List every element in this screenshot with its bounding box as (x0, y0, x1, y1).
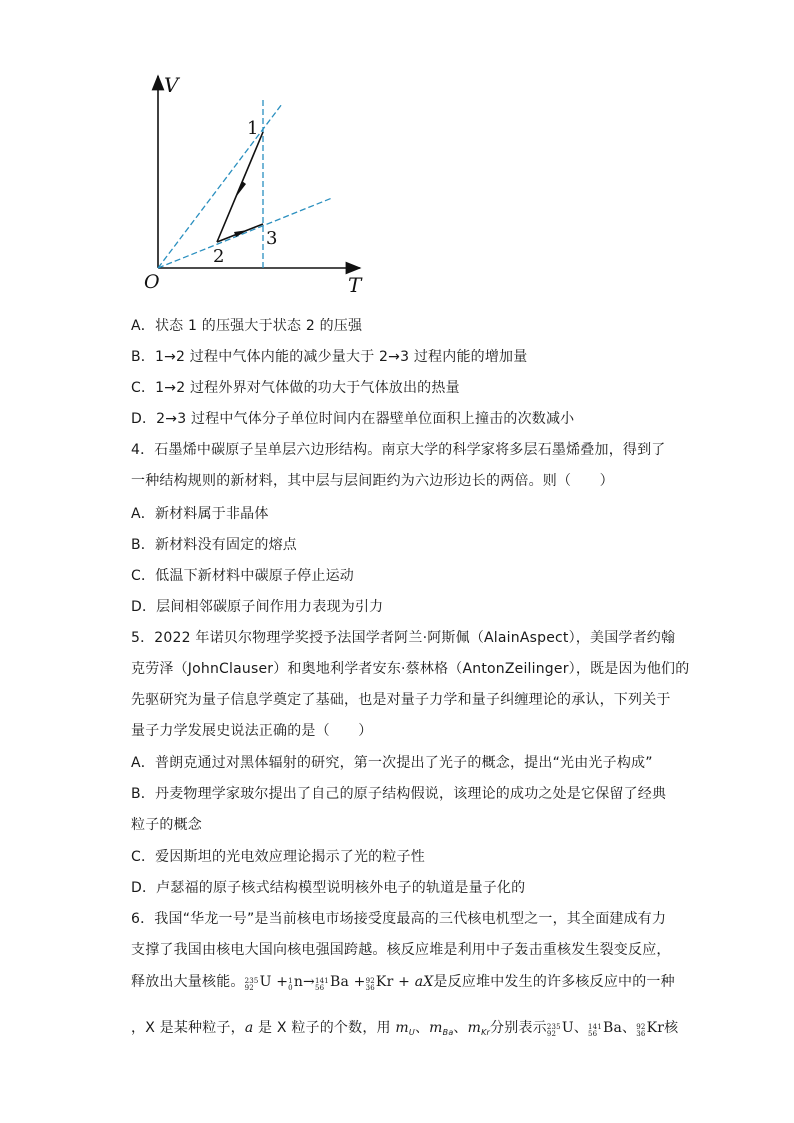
question-5-line-2: 克劳泽（JohnClauser）和奥地利学者安东·蔡林格（AntonZeilinger），既是因为他们的 (131, 661, 690, 677)
sep-1: 、 (414, 1020, 430, 1036)
question-4-line-2: 一种结构规则的新材料，其中层与层间距约为六边形边长的两倍。则（ ） (131, 473, 614, 489)
q6-line4-pre: ，X 是某种粒子， (131, 1020, 245, 1036)
option-a-q5: A．普朗克通过对黑体辐射的研究，第一次提出了光子的概念，提出“光由光子构成” (131, 755, 653, 771)
reaction-arrow: → (303, 974, 315, 990)
plus-1: + (271, 974, 289, 990)
question-5-line-4: 量子力学发展史说法正确的是（ ） (131, 723, 373, 739)
option-b-q5-line-1: B．丹麦物理学家玻尔提出了自己的原子结构假说，该理论的成功之处是它保留了经典 (131, 786, 667, 802)
origin-label: O (144, 271, 160, 293)
q6-line4-mid2: 分别表示 (490, 1020, 547, 1036)
n-mass: 1 (288, 977, 293, 985)
u-symbol: U (259, 974, 272, 990)
state-3-label: 3 (266, 228, 278, 249)
v-t-diagram (130, 68, 380, 298)
arrow-2-3-icon (234, 230, 248, 237)
kr-mass: 92 (365, 977, 375, 985)
option-d-q5: D．卢瑟福的原子核式结构模型说明核外电子的轨道是量子化的 (131, 880, 526, 896)
kr-symbol: Kr (375, 974, 394, 990)
n-symbol: n (293, 974, 304, 990)
plus-3: + (393, 974, 415, 990)
kr-mass-2: 92 (636, 1023, 646, 1031)
question-4-line-1: 4．石墨烯中碳原子呈单层六边形结构。南京大学的科学家将多层石墨烯叠加，得到了 (131, 442, 666, 458)
m-ba: m (429, 1020, 443, 1036)
option-c-q4: C．低温下新材料中碳原子停止运动 (131, 568, 354, 584)
a-variable: a (244, 1020, 254, 1036)
v-axis-label: V (164, 73, 179, 97)
ba-charge-2: 56 (588, 1030, 598, 1038)
m-u: m (395, 1020, 409, 1036)
m-ba-sub: Ba (442, 1028, 454, 1037)
u-symbol-2: U (561, 1020, 574, 1036)
kr-charge-2: 36 (636, 1030, 646, 1038)
ba-mass: 141 (314, 977, 329, 985)
option-d-q3: D．2→3 过程中气体分子单位时间内在器壁单位面积上撞击的次数减小 (131, 411, 575, 427)
q6-line3-post: 是反应堆中发生的许多核反应中的一种 (433, 974, 675, 990)
m-u-sub: U (408, 1028, 415, 1037)
ba-symbol: Ba (329, 974, 349, 990)
u-charge-2: 92 (546, 1030, 557, 1038)
option-a-q3: A．状态 1 的压强大于状态 2 的压强 (131, 318, 363, 334)
option-d-q4: D．层间相邻碳原子间作用力表现为引力 (131, 599, 384, 615)
m-kr: m (467, 1020, 482, 1036)
option-c-q5: C．爱因斯坦的光电效应理论揭示了光的粒子性 (131, 849, 425, 865)
ba-symbol-2: Ba (603, 1020, 623, 1036)
question-6-line-1: 6．我国“华龙一号”是当前核电市场接受度最高的三代核电机型之一，其全面建成有力 (131, 911, 667, 927)
option-b-q4: B．新材料没有固定的熔点 (131, 537, 298, 553)
nuclide-list (547, 1020, 664, 1036)
question-6-line-3 (131, 972, 675, 992)
question-5-line-3: 先驱研究为量子信息学奠定了基础，也是对量子力学和量子纠缠理论的承认，下列关于 (131, 692, 671, 708)
state-1-label: 1 (247, 118, 259, 139)
u-mass-2: 235 (546, 1023, 561, 1031)
ba-charge: 56 (314, 984, 325, 992)
ba-mass-2: 141 (588, 1023, 602, 1031)
option-a-q4: A．新材料属于非晶体 (131, 506, 269, 522)
q6-line4-mid: 是 X 粒子的个数，用 (253, 1020, 396, 1036)
m-kr-sub: Kr (481, 1028, 491, 1037)
isobar-line-3 (158, 198, 332, 268)
plus-2: + (349, 974, 366, 990)
option-b-q5-line-2: 粒子的概念 (131, 817, 202, 833)
sep-4: 、 (622, 1020, 637, 1036)
q6-line4-end: 核 (664, 1020, 679, 1036)
sep-2: 、 (453, 1020, 468, 1036)
state-2-label: 2 (213, 246, 225, 267)
ax-term: aX (414, 974, 434, 990)
kr-symbol-2: Kr (646, 1020, 665, 1036)
kr-charge: 36 (365, 984, 375, 992)
sep-3: 、 (573, 1020, 589, 1036)
option-b-q3: B．1→2 过程中气体内能的减少量大于 2→3 过程内能的增加量 (131, 349, 528, 365)
v-t-graph (130, 68, 380, 298)
u-mass: 235 (244, 977, 259, 985)
question-6-line-4 (131, 1018, 678, 1043)
q6-line3-pre: 释放出大量核能。 (131, 974, 245, 990)
t-axis-label: T (348, 273, 362, 297)
question-6-line-2: 支撑了我国由核电大国向核电强国跨越。核反应堆是利用中子轰击重核发生裂变反应， (131, 942, 671, 958)
option-c-q3: C．1→2 过程外界对气体做的功大于气体放出的热量 (131, 380, 460, 396)
fission-equation (245, 974, 434, 990)
u-charge: 92 (244, 984, 254, 992)
n-charge: 0 (288, 984, 293, 992)
question-5-line-1: 5．2022 年诺贝尔物理学奖授予法国学者阿兰·阿斯佩（AlainAspect），美国学者约翰 (131, 630, 676, 646)
